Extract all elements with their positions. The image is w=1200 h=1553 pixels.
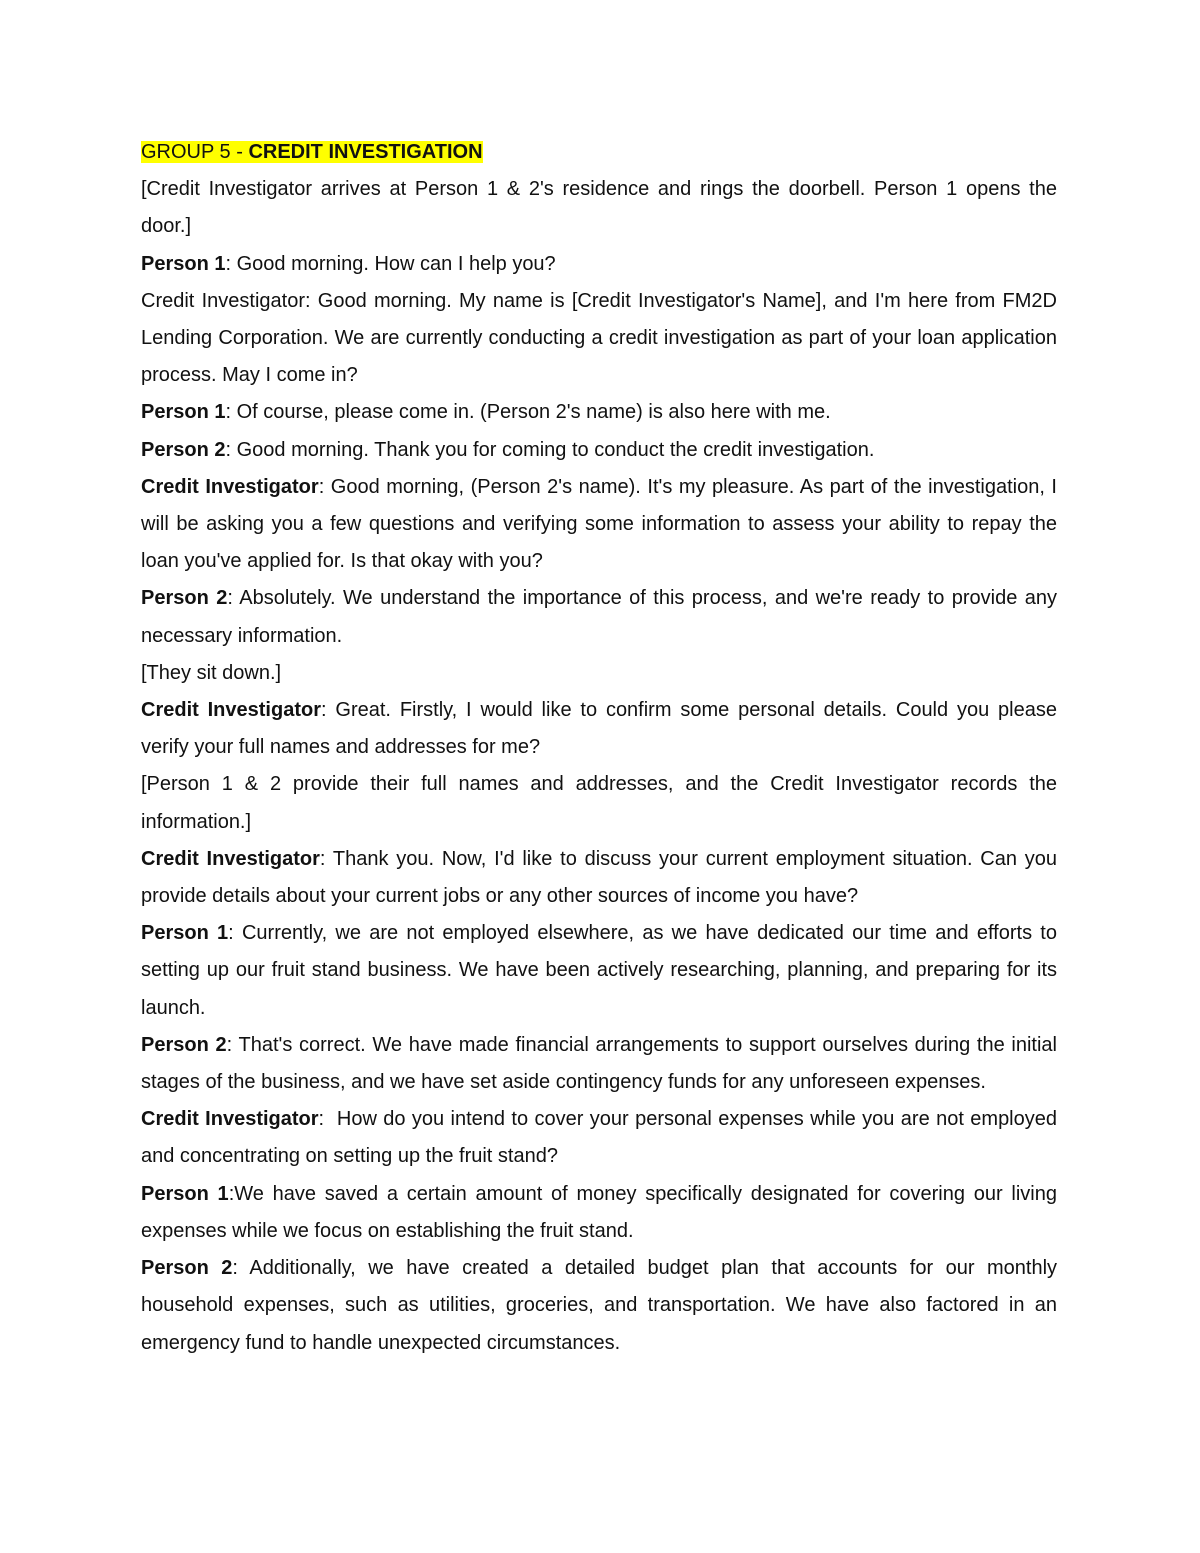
speaker-separator: : xyxy=(319,847,333,870)
title-prefix: GROUP 5 - xyxy=(141,141,249,163)
dialogue-line xyxy=(141,1250,1057,1362)
speaker-name: Person 2 xyxy=(141,587,228,610)
paragraph-text: Additionally, we have created a detailed budget plan that accounts for our monthly household expenses, such as utilities, groceries, and transportation. We have also factored in an emergency fund to handle unexpected circumstances. xyxy=(141,1257,1058,1354)
paragraph-text: Good morning, (Person 2's name). It's my pleasure. As part of the investigation, I will be asking you a few questions and verifying some information to assess your ability to repay the loan you've applied for. Is that okay with you? xyxy=(141,475,1057,573)
dialogue-line xyxy=(141,915,1057,1027)
dialogue-line xyxy=(141,394,1057,431)
paragraph-text: That's correct. We have made financial arrangements to support ourselves during the initial stages of the business, and we have set aside contingency funds for any unforeseen expenses. xyxy=(141,1033,1057,1094)
dialogue-line xyxy=(141,1027,1057,1101)
speaker-name: Credit Investigator xyxy=(141,475,319,498)
dialogue-line xyxy=(141,469,1057,581)
paragraph-text: Good morning. Thank you for coming to conduct the credit investigation. xyxy=(236,438,875,461)
paragraph-text: [Person 1 & 2 provide their full names and addresses, and the Credit Investigator records the information.] xyxy=(141,773,1057,833)
paragraph-text: Thank you. Now, I'd like to discuss your current employment situation. Can you provide details about your current jobs or any other sources of income you have? xyxy=(141,847,1057,908)
speaker-name: Person 2 xyxy=(141,1033,227,1056)
paragraph-text: Great. Firstly, I would like to confirm some personal details. Could you please verify your full names and addresses for me? xyxy=(141,699,1057,759)
speaker-separator: : xyxy=(226,1033,239,1056)
paragraph-text: Credit Investigator: Good morning. My name is [Credit Investigator's Name], and I'm here from FM2D Lending Corporation. We are currently conducting a credit investigation as part of your loan application process. May I come in? xyxy=(141,289,1057,387)
dialogue-line xyxy=(141,246,1057,283)
stage-direction xyxy=(141,766,1057,840)
speaker-name: Person 1 xyxy=(141,252,226,275)
dialogue-line xyxy=(141,1176,1057,1250)
dialogue-line xyxy=(141,841,1057,915)
paragraph-text: Of course, please come in. (Person 2's name) is also here with me. xyxy=(236,401,831,424)
speaker-separator: : xyxy=(228,1182,235,1205)
speaker-separator: : xyxy=(227,587,240,610)
speaker-separator: : xyxy=(318,475,331,498)
speaker-separator: : xyxy=(321,699,336,722)
title-main: CREDIT INVESTIGATION xyxy=(248,141,483,163)
paragraph-text: [Credit Investigator arrives at Person 1 & 2's residence and rings the doorbell. Person 1 opens the door.] xyxy=(141,178,1057,238)
paragraph-text: Currently, we are not employed elsewhere, as we have dedicated our time and efforts to setting up our fruit stand business. We have been actively researching, planning, and preparing for its launch. xyxy=(141,922,1057,1019)
stage-direction xyxy=(141,283,1057,395)
paragraph-text: Good morning. How can I help you? xyxy=(236,252,556,275)
paragraph-text: Absolutely. We understand the importance of this process, and we're ready to provide any necessary information. xyxy=(141,587,1058,647)
dialogue-line xyxy=(141,1101,1057,1175)
paragraph-text: [They sit down.] xyxy=(141,661,282,684)
speaker-separator: : xyxy=(225,401,237,424)
dialogue-body xyxy=(141,171,1057,1362)
paragraph-text: We have saved a certain amount of money specifically designated for covering our living expenses while we focus on establishing the fruit stand. xyxy=(141,1182,1057,1242)
title-highlight xyxy=(141,141,483,163)
document-page xyxy=(141,134,1057,1362)
speaker-separator: : xyxy=(318,1108,337,1131)
speaker-name: Person 1 xyxy=(141,922,229,945)
speaker-separator: : xyxy=(228,922,242,945)
speaker-separator: : xyxy=(225,438,237,461)
speaker-name: Credit Investigator xyxy=(141,699,321,722)
speaker-name: Credit Investigator xyxy=(141,1108,319,1131)
speaker-separator: : xyxy=(225,252,237,275)
document-title xyxy=(141,134,1057,171)
speaker-name: Person 1 xyxy=(141,401,226,424)
dialogue-line xyxy=(141,432,1057,469)
paragraph-text: How do you intend to cover your personal expenses while you are not employed and concentrating on setting up the fruit stand? xyxy=(141,1108,1057,1168)
speaker-name: Credit Investigator xyxy=(141,847,320,870)
stage-direction xyxy=(141,171,1057,245)
speaker-name: Person 2 xyxy=(141,438,226,461)
speaker-name: Person 1 xyxy=(141,1182,229,1205)
dialogue-line xyxy=(141,580,1057,654)
speaker-separator: : xyxy=(232,1257,250,1280)
dialogue-line xyxy=(141,692,1057,766)
speaker-name: Person 2 xyxy=(141,1257,233,1280)
stage-direction xyxy=(141,655,1057,692)
